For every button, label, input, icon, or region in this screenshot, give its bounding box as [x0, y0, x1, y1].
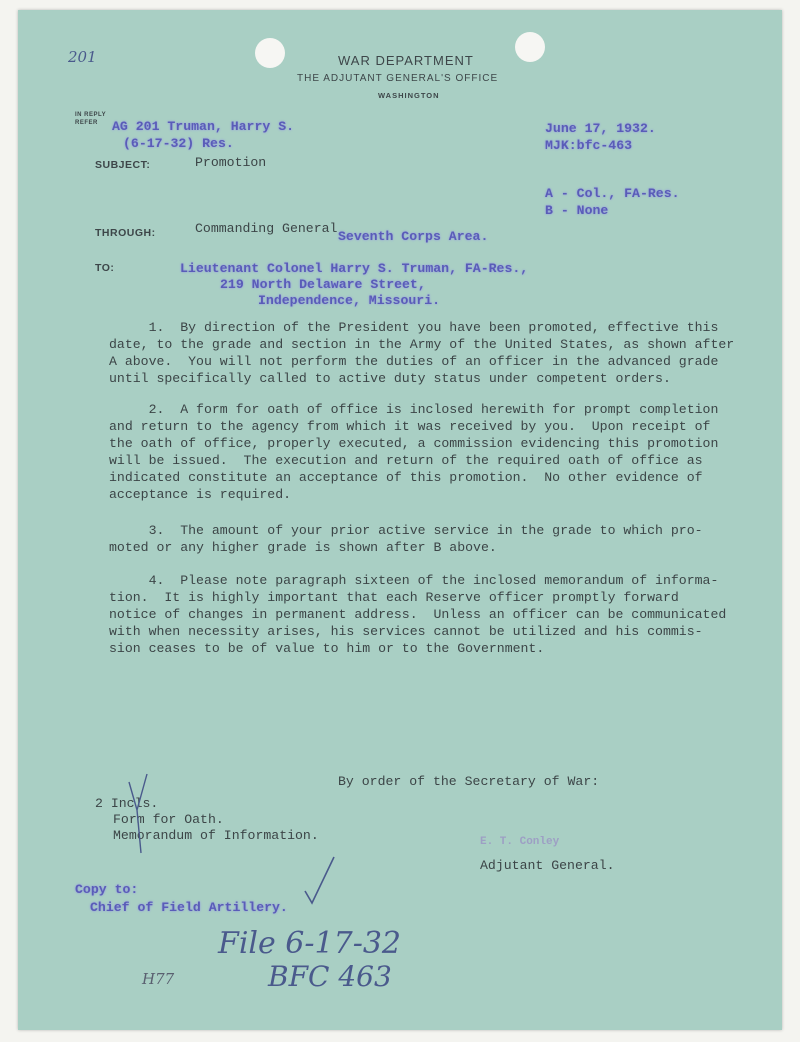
- to-line3: Independence, Missouri.: [258, 293, 441, 308]
- paragraph-1-line-1: 1. By direction of the President you have been promoted, effective this: [109, 320, 719, 335]
- paragraph-4-line-3: notice of changes in permanent address. Unless an officer can be communicated: [109, 607, 727, 622]
- punch-hole-left: [255, 38, 285, 68]
- handwritten-file-code: BFC 463: [268, 960, 392, 993]
- paragraph-4-line-1: 4. Please note paragraph sixteen of the inclosed memorandum of informa-: [109, 573, 719, 588]
- reply-label-line2: REFER: [75, 120, 98, 126]
- to-line1: Lieutenant Colonel Harry S. Truman, FA-Res.,: [180, 261, 529, 276]
- paragraph-3-line-2: moted or any higher grade is shown after B above.: [109, 540, 497, 555]
- letter-code: MJK:bfc-463: [545, 138, 633, 153]
- pencil-check-mark: [302, 855, 338, 907]
- inclosures-count: 2 Incls.: [95, 796, 159, 811]
- paragraph-2-line-2: and return to the agency from which it was received by you. Upon receipt of: [109, 419, 711, 434]
- pencil-check-mark-inclosures: [125, 768, 165, 858]
- paragraph-4-line-2: tion. It is highly important that each Reserve officer promptly forward: [109, 590, 679, 605]
- reply-reference-line2: (6-17-32) Res.: [123, 136, 234, 151]
- inclosure-item-2: Memorandum of Information.: [113, 828, 319, 843]
- to-label: TO:: [95, 262, 115, 274]
- paragraph-1-line-3: A above. You will not perform the duties of an officer in the advanced grade: [109, 354, 719, 369]
- punch-hole-right: [515, 32, 545, 62]
- inclosure-item-1: Form for Oath.: [113, 812, 224, 827]
- reply-label-line1: IN REPLY: [75, 112, 107, 118]
- signature-stamp: E. T. Conley: [480, 836, 560, 848]
- paragraph-1-line-4: until specifically called to active duty status under competent orders.: [109, 371, 671, 386]
- paragraph-3-line-1: 3. The amount of your prior active service in the grade to which pro-: [109, 523, 703, 538]
- through-area: Seventh Corps Area.: [338, 229, 489, 244]
- subject-value: Promotion: [195, 155, 267, 170]
- through-label: THROUGH:: [95, 227, 156, 239]
- grade-b: B - None: [545, 203, 609, 218]
- handwritten-initials: H77: [142, 970, 175, 988]
- to-line2: 219 North Delaware Street,: [220, 277, 426, 292]
- paragraph-1-line-2: date, to the grade and section in the Army of the United States, as shown after: [109, 337, 735, 352]
- grade-a: A - Col., FA-Res.: [545, 186, 680, 201]
- handwritten-file-date: File 6-17-32: [218, 926, 402, 961]
- paragraph-2-line-4: will be issued. The execution and return of the required oath of office as: [109, 453, 703, 468]
- paragraph-2-line-1: 2. A form for oath of office is inclosed herewith for prompt completion: [109, 402, 719, 417]
- letterhead-department: WAR DEPARTMENT: [338, 53, 474, 68]
- paragraph-2-line-6: acceptance is required.: [109, 487, 292, 502]
- paragraph-2-line-3: the oath of office, properly executed, a commission evidencing this promotion: [109, 436, 719, 451]
- paragraph-2-line-5: indicated constitute an acceptance of this promotion. No other evidence of: [109, 470, 703, 485]
- reply-reference-line1: AG 201 Truman, Harry S.: [112, 119, 295, 134]
- margin-note-top: 201: [68, 48, 97, 66]
- letterhead-office: THE ADJUTANT GENERAL'S OFFICE: [297, 73, 499, 84]
- copy-to-recipient: Chief of Field Artillery.: [90, 900, 288, 915]
- letterhead-city: WASHINGTON: [378, 91, 440, 100]
- by-order-line: By order of the Secretary of War:: [338, 774, 600, 789]
- paragraph-4-line-5: sion ceases to be of value to him or to the Government.: [109, 641, 545, 656]
- paragraph-4-line-4: with when necessity arises, his services cannot be utilized and his commis-: [109, 624, 703, 639]
- letter-date: June 17, 1932.: [545, 121, 656, 136]
- signature-title: Adjutant General.: [480, 858, 615, 873]
- copy-to-label: Copy to:: [75, 882, 139, 897]
- subject-label: SUBJECT:: [95, 159, 151, 171]
- through-value: Commanding General: [195, 221, 338, 236]
